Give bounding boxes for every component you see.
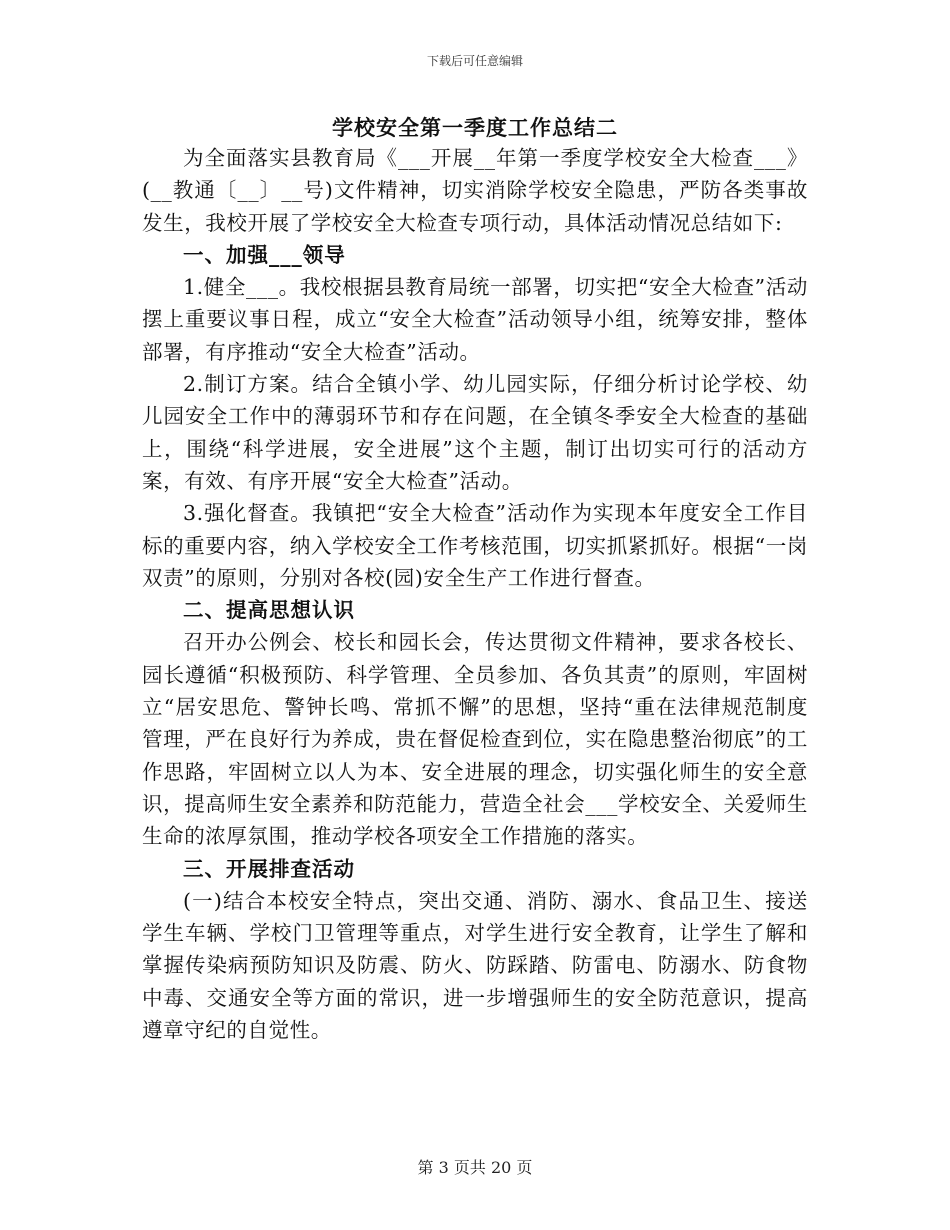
section-heading-3: 三、开展排查活动 bbox=[183, 856, 355, 881]
section3-paragraph: (一)结合本校安全特点，突出交通、消防、溺水、食品卫生、接送学生车辆、学校门卫管理等重点，对学生进行安全教育，让学生了解和掌握传染病预防知识及防震、防火、防踩踏、防雷电、防溺水、防食物中毒、交通安全等方面的常识，进一步增强师生的安全防范意识，提高遵章守纪的自觉性。 bbox=[142, 888, 808, 1043]
section-heading-2: 二、提高思想认识 bbox=[183, 598, 355, 623]
page-number: 第 3 页共 20 页 bbox=[417, 1158, 533, 1177]
document-body bbox=[142, 142, 808, 1046]
section-heading-1: 一、加强___领导 bbox=[183, 242, 346, 267]
section1-item-1: 1.健全___。我校根据县教育局统一部署，切实把“安全大检查”活动摆上重要议事日程，成立“安全大检查”活动领导小组，统筹安排，整体部署，有序推动“安全大检查”活动。 bbox=[142, 275, 808, 364]
section1-item-3: 3.强化督查。我镇把“安全大检查”活动作为实现本年度安全工作目标的重要内容，纳入学校安全工作考核范围，切实抓紧抓好。根据“一岗双责”的原则，分别对各校(园)安全生产工作进行督查。 bbox=[142, 501, 808, 590]
section1-item-2: 2.制订方案。结合全镇小学、幼儿园实际，仔细分析讨论学校、幼儿园安全工作中的薄弱环节和存在问题，在全镇冬季安全大检查的基础上，围绕“科学进展，安全进展”这个主题，制订出切实可行的活动方案，有效、有序开展“安全大检查”活动。 bbox=[142, 372, 808, 493]
document-title: 学校安全第一季度工作总结二 bbox=[332, 115, 618, 140]
intro-paragraph: 为全面落实县教育局《___开展__年第一季度学校安全大检查___》(__教通〔__〕__号)文件精神，切实消除学校安全隐患，严防各类事故发生，我校开展了学校安全大检查专项行动，具体活动情况总结如下: bbox=[142, 146, 808, 235]
header-note: 下载后可任意编辑 bbox=[426, 54, 523, 68]
section2-paragraph: 召开办公例会、校长和园长会，传达贯彻文件精神，要求各校长、园长遵循“积极预防、科学管理、全员参加、各负其责”的原则，牢固树立“居安思危、警钟长鸣、常抓不懈”的思想，坚持“重在法律规范制度管理，严在良好行为养成，贵在督促检查到位，实在隐患整治彻底”的工作思路，牢固树立以人为本、安全进展的理念，切实强化师生的安全意识，提高师生安全素养和防范能力，营造全社会___学校安全、关爱师生生命的浓厚氛围，推动学校各项安全工作措施的落实。 bbox=[142, 630, 808, 849]
